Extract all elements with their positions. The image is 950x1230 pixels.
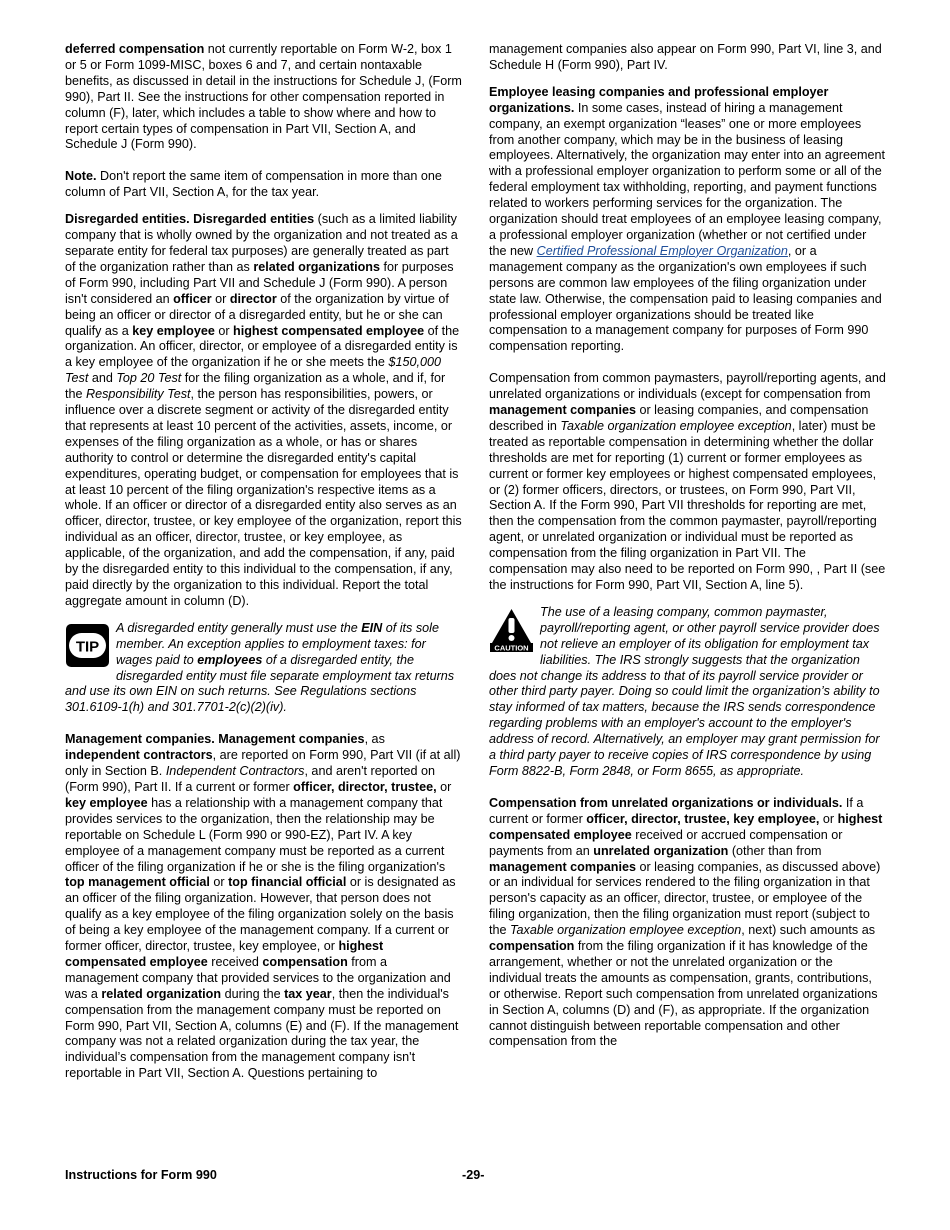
page-number: -29-: [462, 1168, 485, 1182]
text: received or accrued compensation or payments from an: [489, 827, 843, 858]
bold-term: management companies: [489, 859, 636, 874]
italic-term: $150,000 Test: [65, 355, 441, 386]
italic-term: Top 20 Test: [116, 371, 182, 386]
bold-term: officer, director, trustee,: [293, 779, 437, 794]
bold-term: Management companies: [218, 732, 365, 747]
bold-term: related organizations: [253, 259, 381, 274]
bold-term: deferred compensation: [65, 42, 205, 56]
text: , and aren't reported on (Form 990), Part II. If a current or former: [65, 764, 435, 794]
bold-term: compensation: [262, 954, 348, 969]
text: , the person has responsibilities, powers, or influence over a discrete segment or activity of the disregarded entity that represents at least 10 percent of the activities, assets, income, or expenses of the filing organization as a whole, or has or shares authority to control or determine the disregarded entity's capital expenditures, operating budget, or compensation for employees that is at least 10 percent of the filing organization's respective items as a whole. If an officer or director of a disregarded entity also serves as an officer, director, trustee, or key employee of the organization, report this individual as an officer, director, trustee, or key employee, as applicable, of the organization, and add the compensation, if any, paid by the disregarded entity to this individual to the compensation, if any, paid directly by the organization to this individual. Report the total aggregate amount in column (D).: [65, 387, 462, 608]
bold-term: related organization: [101, 986, 222, 1001]
text: or: [211, 291, 230, 306]
text: , then the individual's compensation from the management company must be reported on Form 990, Part VII, Section A, columns (E) and (F). If the management company was not a related organization during the tax year, the individual’s compensation from the management company isn't reportable in Part VII, Section A. Questions pertaining to: [65, 986, 459, 1081]
unrelated-organizations-paragraph: [489, 796, 886, 1051]
common-paymasters-paragraph: [489, 371, 886, 594]
bold-term: independent contractors: [65, 748, 213, 763]
bold-term: top management official: [65, 875, 210, 890]
text: , as: [364, 732, 385, 747]
caution-icon: [489, 607, 534, 652]
left-column: [65, 42, 462, 1093]
note-paragraph: [65, 169, 462, 201]
text: (other than from: [728, 843, 822, 858]
text: In some cases, instead of hiring a management company, an exempt organization “leases” one or more employees from another company, which may be in the business of leasing employees. Alternatively, the organization may enter into an agreement with a professional employer organization to perform some or all of the federal employment tax withholding, reporting, and payment functions related to workers performing services for the organization. The organization should treat employees of an employee leasing company, a professional employer organization (whether or not certified under the new: [489, 100, 885, 258]
bold-term: key employee: [132, 323, 215, 338]
bold-term: management companies: [489, 403, 636, 418]
text: received: [207, 954, 263, 969]
caution-icon-label: CAUTION: [494, 643, 529, 652]
text: of the organization by virtue of being an officer or director of a disregarded entity, but he or she can qualify as a: [65, 291, 449, 338]
text: If a current or former: [489, 795, 864, 826]
bold-term: compensation: [489, 939, 575, 954]
caution-callout: [489, 605, 886, 780]
right-column: [489, 42, 886, 1061]
bold-term: officer: [173, 291, 212, 306]
note-text: Don't report the same item of compensation in more than one column of Part VII, Section A, for the tax year.: [65, 169, 442, 200]
text: for purposes of Form 990, including Part VII and Schedule J (Form 990). A person isn't considered an: [65, 259, 454, 306]
bold-term: officer, director, trustee, key employee,: [586, 811, 820, 826]
text: , are reported on Form 990, Part VII (if at all) only in Section B.: [65, 748, 461, 779]
italic-term: Responsibility Test: [86, 387, 191, 402]
text: , or a management company as the organization's own employees if such persons are common law employees of the filing organization under state law. Otherwise, the compensation paid to leasing companies and professional employer organizations should be treated like compensation to a management company for purposes of Form 990 compensation reporting.: [489, 243, 882, 354]
bold-term: tax year: [284, 986, 332, 1001]
text: or: [209, 875, 229, 890]
tip-icon-label: TIP: [75, 638, 100, 656]
bold-term: key employee: [65, 795, 148, 810]
text: Compensation from common paymasters, payroll/reporting agents, and unrelated organizations or individuals (except for compensation from: [489, 371, 886, 402]
section-heading: Management companies.: [65, 732, 215, 747]
text: or: [436, 779, 452, 794]
section-heading: Disregarded entities.: [65, 212, 190, 227]
tip-text: [65, 621, 462, 716]
text: (such as a limited liability company that is wholly owned by the organization and not treated as a separate entity for federal tax purposes) are generally treated as part of the organization rather than as: [65, 212, 458, 274]
paragraph-text: not currently reportable on Form W-2, box 1 or 5 or Form 1099-MISC, boxes 6 and 7, and certain nontaxable benefits, as discussed in detail in the instructions for Schedule J, (Form 990), Part II. See the instructions for other compensation reported in column (F), later, which includes a table to show where and how to report certain types of compensation in Part VII, Section A, and Schedule J (Form 990).: [65, 42, 462, 152]
caution-text: The use of a leasing company, common paymaster, payroll/reporting agent, or other payroll service provider does not relieve an employer of its obligation for employment tax liabilities. The IRS strongly suggests that the organization does not change its address to that of its payroll service provider or other third party payer. Doing so could limit the organization’s ability to stay informed of tax matters, because the IRS sends correspondence regarding problems with an employer's account to the employer's address of record. Alternatively, an employer may grant permission for a third party payer to receive copies of IRS correspondence by using Form 8822-B, Form 2848, or Form 8655, as appropriate.: [489, 604, 880, 778]
text: or: [819, 811, 838, 826]
text: for the filing organization as a whole, and if, for the: [65, 371, 446, 402]
text: from the filing organization if it has knowledge of the arrangement, whether or not the unrelated organization or the individual treats the amounts as compensation, grants, contributions, or otherwise. Report such compensation from unrelated organizations in Section A, columns (D) and (F), as appropriate. If the organization cannot distinguish between reportable compensation and other compensation from the: [489, 939, 878, 1049]
bold-term: EIN: [361, 620, 383, 635]
text: A disregarded entity generally must use the: [116, 620, 362, 635]
bold-term: director: [229, 291, 277, 306]
text: of a disregarded entity, the disregarded entity must file separate employment tax returns and use its own EIN on such returns. See Regulations sections 301.6109-1(h) and 301.7701-2(c)(2)(iv).: [65, 652, 455, 715]
text: from a management company that provided services to the organization and was a: [65, 954, 451, 1001]
text: or leasing companies, as discussed above) or an individual for services rendered to the filing organization in that person's capacity as an officer, director, trustee, or employee of the filing organization, then the filing organization must report (subject to the: [489, 859, 881, 938]
bold-term: top financial official: [228, 875, 347, 890]
text: and: [88, 371, 117, 386]
text: or: [214, 323, 234, 338]
deferred-compensation-paragraph: [65, 42, 462, 153]
tip-icon: [65, 623, 110, 668]
text: or leasing companies, and compensation described in: [489, 403, 869, 433]
disregarded-entities-paragraph: [65, 212, 462, 610]
management-companies-paragraph: [65, 732, 462, 1082]
text: of the organization. An officer, director, or employee of a disregarded entity is a key employee of the organization if he or she meets the: [65, 323, 460, 370]
text: or is designated as an officer of the filing organization. However, that person does not qualify as a key employee of the filing organization solely on the basis of being a key employee of the management company. If a current or former officer, director, trustee, key employee, or: [65, 875, 456, 954]
bold-term: highest compensated employee: [489, 811, 883, 842]
management-continued-paragraph: management companies also appear on Form 990, Part VI, line 3, and Schedule H (Form 990), Part IV.: [489, 42, 882, 72]
italic-term: Taxable organization employee exception: [510, 923, 742, 938]
bold-term: employees: [197, 652, 263, 667]
italic-term: Independent Contractors: [165, 764, 305, 779]
bold-term: highest compensated employee: [233, 323, 425, 338]
text: , later) must be treated as reportable compensation in determining whether the dollar thresholds are met for reporting (1) current or former employees as current or former key employees or highest compensated employees, or (2) former officers, directors, or trustees, on Form 990, Part VII, Section A. If the Form 990, Part VII thresholds for reporting are met, then the compensation from the common paymaster, payroll/reporting agent, or unrelated organization or individual must be reported as compensation from the filing organization in Part VII. The compensation may also need to be reported on Form 990, , Part II (see the instructions for Form 990, Part VII, Section A, line 5).: [489, 418, 886, 592]
italic-term: Taxable organization employee exception: [560, 418, 792, 433]
text: , next) such amounts as: [741, 923, 875, 938]
footer-form-title: Instructions for Form 990: [65, 1168, 217, 1182]
text: during the: [221, 986, 285, 1001]
bold-term: Disregarded entities: [193, 212, 315, 227]
employee-leasing-paragraph: [489, 85, 886, 355]
text: has a relationship with a management company that provides services to the organization, then the relationship may be reportable on Schedule L (Form 990 or 990-EZ), Part IV. A key employee of a management company must be reported as a current officer of the filing organization if he or she is the filing organization's: [65, 795, 446, 874]
section-heading: Compensation from unrelated organizations or individuals.: [489, 795, 843, 810]
bold-term: highest compensated employee: [65, 939, 384, 969]
tip-callout: [65, 621, 462, 716]
section-heading: Employee leasing companies and professional employer organizations.: [489, 84, 829, 115]
cpeo-link[interactable]: Certified Professional Employer Organization: [536, 243, 788, 258]
text: of its sole member. An exception applies to employment taxes: for wages paid to: [116, 620, 439, 667]
bold-term: unrelated organization: [593, 843, 729, 858]
note-label: Note.: [65, 169, 97, 184]
